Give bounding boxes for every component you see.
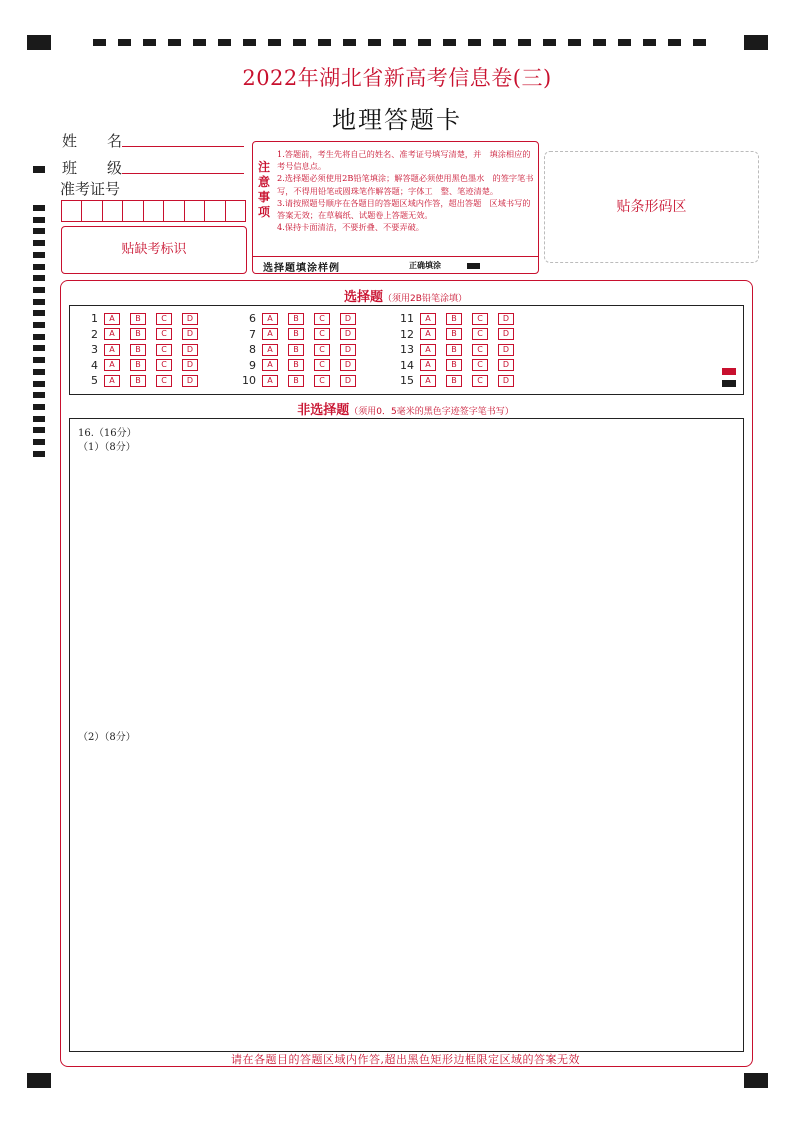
option-bubble-d[interactable]: D — [498, 313, 514, 325]
class-field[interactable] — [122, 173, 244, 174]
choice-question-row — [238, 312, 366, 325]
option-bubble-d[interactable]: D — [498, 375, 514, 387]
notice-box — [252, 141, 539, 274]
timing-mark — [368, 39, 381, 46]
timing-mark — [33, 310, 45, 316]
barcode-label: 贴条形码区 — [616, 199, 687, 215]
timing-mark — [468, 39, 481, 46]
timing-mark — [33, 166, 45, 173]
option-bubble-d[interactable]: D — [182, 313, 198, 325]
name-field[interactable] — [122, 146, 244, 147]
id-digit-cell[interactable] — [62, 201, 82, 221]
timing-mark — [443, 39, 456, 46]
timing-mark — [33, 334, 45, 340]
answer-area-q16[interactable] — [69, 418, 744, 1052]
corner-mark-top-right — [744, 35, 768, 50]
id-digit-cell[interactable] — [164, 201, 184, 221]
choice-question-row — [396, 312, 524, 325]
question-number: 13 — [400, 343, 414, 357]
option-bubble-a[interactable]: A — [104, 328, 120, 340]
notice-item-2: 2.选择题必须使用2B铅笔填涂；解答题必须使用黑色墨水 的签字笔书写，不得用铅笔或圆珠笔作解答题；字体工 整、笔迹清楚。 — [277, 173, 534, 196]
timing-mark — [193, 39, 206, 46]
question-number: 12 — [400, 327, 414, 341]
choice-title-note: （须用2B铅笔涂填） — [383, 294, 467, 304]
option-bubble-d[interactable]: D — [340, 328, 356, 340]
option-bubble-a[interactable]: A — [420, 344, 436, 356]
notice-text — [277, 148, 535, 233]
calib-mark-red — [722, 368, 736, 375]
timing-mark — [33, 345, 45, 351]
option-bubble-d[interactable]: D — [182, 359, 198, 371]
choice-question-row — [80, 312, 208, 325]
timing-mark — [33, 287, 45, 293]
timing-mark — [33, 392, 45, 398]
choice-question-row — [238, 343, 366, 356]
timing-mark — [33, 275, 45, 281]
option-bubble-c[interactable]: C — [472, 375, 488, 387]
option-bubble-d[interactable]: D — [340, 375, 356, 387]
choice-question-row — [396, 343, 524, 356]
option-bubble-a[interactable]: A — [262, 344, 278, 356]
option-bubble-b[interactable]: B — [288, 344, 304, 356]
option-bubble-b[interactable]: B — [288, 313, 304, 325]
option-bubble-c[interactable]: C — [156, 359, 172, 371]
timing-mark — [33, 439, 45, 445]
id-digit-cell[interactable] — [185, 201, 205, 221]
timing-mark — [33, 217, 45, 223]
option-bubble-a[interactable]: A — [262, 313, 278, 325]
question-number: 8 — [249, 343, 256, 357]
choice-question-row — [238, 359, 366, 372]
option-bubble-c[interactable]: C — [156, 344, 172, 356]
option-bubble-a[interactable]: A — [104, 344, 120, 356]
sample-divider — [253, 256, 538, 257]
option-bubble-b[interactable]: B — [446, 344, 462, 356]
option-bubble-c[interactable]: C — [314, 375, 330, 387]
corner-mark-bottom-left — [27, 1073, 51, 1088]
question-number: 9 — [249, 358, 256, 372]
option-bubble-a[interactable]: A — [262, 375, 278, 387]
q16-part1-label: （1）（8分） — [78, 442, 136, 453]
option-bubble-b[interactable]: B — [446, 359, 462, 371]
option-bubble-c[interactable]: C — [156, 375, 172, 387]
question-number: 11 — [400, 312, 414, 325]
option-bubble-b[interactable]: B — [446, 375, 462, 387]
choice-question-row — [80, 359, 208, 372]
option-bubble-a[interactable]: A — [262, 359, 278, 371]
notice-heading — [255, 160, 273, 220]
missing-exam-label-box[interactable] — [61, 226, 247, 274]
nonchoice-section-title — [60, 399, 751, 418]
id-digit-cell[interactable] — [226, 201, 245, 221]
notice-item-1: 1.答题前，考生先将自己的姓名、准考证号填写清楚，并 填涂相应的考号信息点。 — [277, 149, 531, 172]
option-bubble-a[interactable]: A — [104, 313, 120, 325]
choice-question-row — [80, 374, 208, 387]
option-bubble-b[interactable]: B — [130, 313, 146, 325]
option-bubble-b[interactable]: B — [288, 328, 304, 340]
name-label: 姓 名 — [62, 132, 123, 150]
exam-id-label: 准考证号 — [60, 180, 121, 198]
option-bubble-b[interactable]: B — [288, 375, 304, 387]
fill-sample-label: 选择题填涂样例 — [263, 263, 340, 274]
question-number: 5 — [91, 374, 98, 388]
timing-mark — [33, 381, 45, 387]
notice-item-3: 3.请按照题号顺序在各题目的答题区域内作答，超出答题 区域书写的答案无效；在草稿纸、试题卷上答题无效。 — [277, 197, 531, 221]
timing-mark — [418, 39, 431, 46]
option-bubble-a[interactable]: A — [420, 359, 436, 371]
option-bubble-b[interactable]: B — [446, 313, 462, 325]
timing-mark — [318, 39, 331, 46]
option-bubble-c[interactable]: C — [472, 313, 488, 325]
option-bubble-c[interactable]: C — [472, 328, 488, 340]
option-bubble-d[interactable]: D — [340, 359, 356, 371]
calib-mark-black — [722, 380, 736, 387]
choice-title-text: 选择题 — [344, 290, 384, 305]
timing-mark — [93, 39, 106, 46]
choice-question-row — [238, 328, 366, 341]
footer-warning: 请在各题目的答题区域内作答,超出黑色矩形边框限定区域的答案无效 — [231, 1053, 580, 1066]
timing-mark — [293, 39, 306, 46]
timing-mark — [568, 39, 581, 46]
option-bubble-c[interactable]: C — [472, 344, 488, 356]
missing-exam-label: 贴缺考标识 — [121, 242, 187, 257]
timing-mark — [33, 427, 45, 433]
timing-mark — [668, 39, 681, 46]
timing-mark — [143, 39, 156, 46]
option-bubble-d[interactable]: D — [498, 344, 514, 356]
timing-mark — [593, 39, 606, 46]
option-bubble-d[interactable]: D — [340, 313, 356, 325]
option-bubble-c[interactable]: C — [314, 359, 330, 371]
class-label: 班 级 — [62, 159, 123, 177]
id-digit-cell[interactable] — [205, 201, 225, 221]
exam-title: 2022年湖北省新高考信息卷(三) — [242, 66, 552, 90]
option-bubble-a[interactable]: A — [420, 313, 436, 325]
notice-heading-char: 项 — [257, 205, 270, 219]
question-number: 6 — [249, 312, 256, 325]
timing-mark — [393, 39, 406, 46]
id-digit-cell[interactable] — [144, 201, 164, 221]
timing-mark — [618, 39, 631, 46]
timing-mark — [33, 357, 45, 363]
timing-mark — [543, 39, 556, 46]
choice-question-row — [80, 343, 208, 356]
exam-id-grid[interactable] — [61, 200, 246, 222]
option-bubble-c[interactable]: C — [314, 344, 330, 356]
question-number: 15 — [400, 374, 414, 388]
timing-mark — [493, 39, 506, 46]
choice-section-title — [60, 286, 751, 305]
corner-mark-top-left — [27, 35, 51, 50]
q16-label: 16.（16分） — [78, 428, 137, 439]
question-number: 10 — [242, 374, 256, 388]
nonchoice-title-note: （须用0．5毫米的黑色字迹签字笔书写） — [349, 407, 514, 417]
option-bubble-b[interactable]: B — [288, 359, 304, 371]
id-digit-cell[interactable] — [123, 201, 143, 221]
notice-heading-char: 事 — [257, 190, 270, 204]
timing-mark — [118, 39, 131, 46]
id-digit-cell[interactable] — [82, 201, 102, 221]
timing-mark — [33, 451, 45, 457]
option-bubble-b[interactable]: B — [130, 359, 146, 371]
correct-fill-label: 正确填涂 — [409, 261, 441, 270]
choice-question-row — [396, 328, 524, 341]
timing-mark — [33, 299, 45, 305]
timing-mark — [33, 205, 45, 211]
option-bubble-b[interactable]: B — [130, 344, 146, 356]
notice-item-4: 4.保持卡面清洁，不要折叠、不要弄破。 — [277, 222, 424, 233]
option-bubble-a[interactable]: A — [262, 328, 278, 340]
option-bubble-c[interactable]: C — [156, 313, 172, 325]
answer-sheet-title: 地理答题卡 — [332, 106, 462, 134]
timing-mark — [33, 252, 45, 258]
timing-mark — [218, 39, 231, 46]
option-bubble-a[interactable]: A — [420, 328, 436, 340]
timing-mark — [243, 39, 256, 46]
timing-mark — [33, 228, 45, 234]
option-bubble-b[interactable]: B — [446, 328, 462, 340]
choice-question-row — [396, 374, 524, 387]
timing-mark — [33, 264, 45, 270]
notice-heading-char: 注 — [257, 160, 270, 174]
option-bubble-d[interactable]: D — [182, 375, 198, 387]
question-number: 14 — [400, 358, 414, 372]
option-bubble-d[interactable]: D — [498, 328, 514, 340]
option-bubble-b[interactable]: B — [130, 375, 146, 387]
timing-mark — [643, 39, 656, 46]
timing-mark — [33, 416, 45, 422]
timing-mark — [693, 39, 706, 46]
timing-mark — [518, 39, 531, 46]
corner-mark-bottom-right — [744, 1073, 768, 1088]
option-bubble-c[interactable]: C — [314, 328, 330, 340]
option-bubble-d[interactable]: D — [182, 328, 198, 340]
timing-mark — [268, 39, 281, 46]
timing-mark — [33, 322, 45, 328]
option-bubble-a[interactable]: A — [104, 359, 120, 371]
option-bubble-d[interactable]: D — [340, 344, 356, 356]
choice-question-row — [80, 328, 208, 341]
question-number: 3 — [91, 343, 98, 357]
timing-mark — [33, 240, 45, 246]
notice-heading-char: 意 — [257, 175, 270, 189]
question-number: 7 — [249, 327, 256, 341]
option-bubble-c[interactable]: C — [314, 313, 330, 325]
option-bubble-d[interactable]: D — [182, 344, 198, 356]
q16-part2-label: （2）（8分） — [78, 732, 136, 743]
option-bubble-d[interactable]: D — [498, 359, 514, 371]
barcode-area[interactable] — [544, 151, 759, 263]
option-bubble-a[interactable]: A — [104, 375, 120, 387]
timing-mark — [33, 404, 45, 410]
timing-mark — [168, 39, 181, 46]
option-bubble-a[interactable]: A — [420, 375, 436, 387]
id-digit-cell[interactable] — [103, 201, 123, 221]
correct-fill-sample — [467, 263, 480, 269]
timing-mark — [33, 369, 45, 375]
option-bubble-c[interactable]: C — [156, 328, 172, 340]
question-number: 2 — [91, 327, 98, 341]
choice-question-row — [238, 374, 366, 387]
question-number: 4 — [91, 358, 98, 372]
choice-question-row — [396, 359, 524, 372]
question-number: 1 — [91, 312, 98, 325]
option-bubble-b[interactable]: B — [130, 328, 146, 340]
timing-mark — [343, 39, 356, 46]
option-bubble-c[interactable]: C — [472, 359, 488, 371]
nonchoice-title-text: 非选择题 — [297, 403, 350, 418]
